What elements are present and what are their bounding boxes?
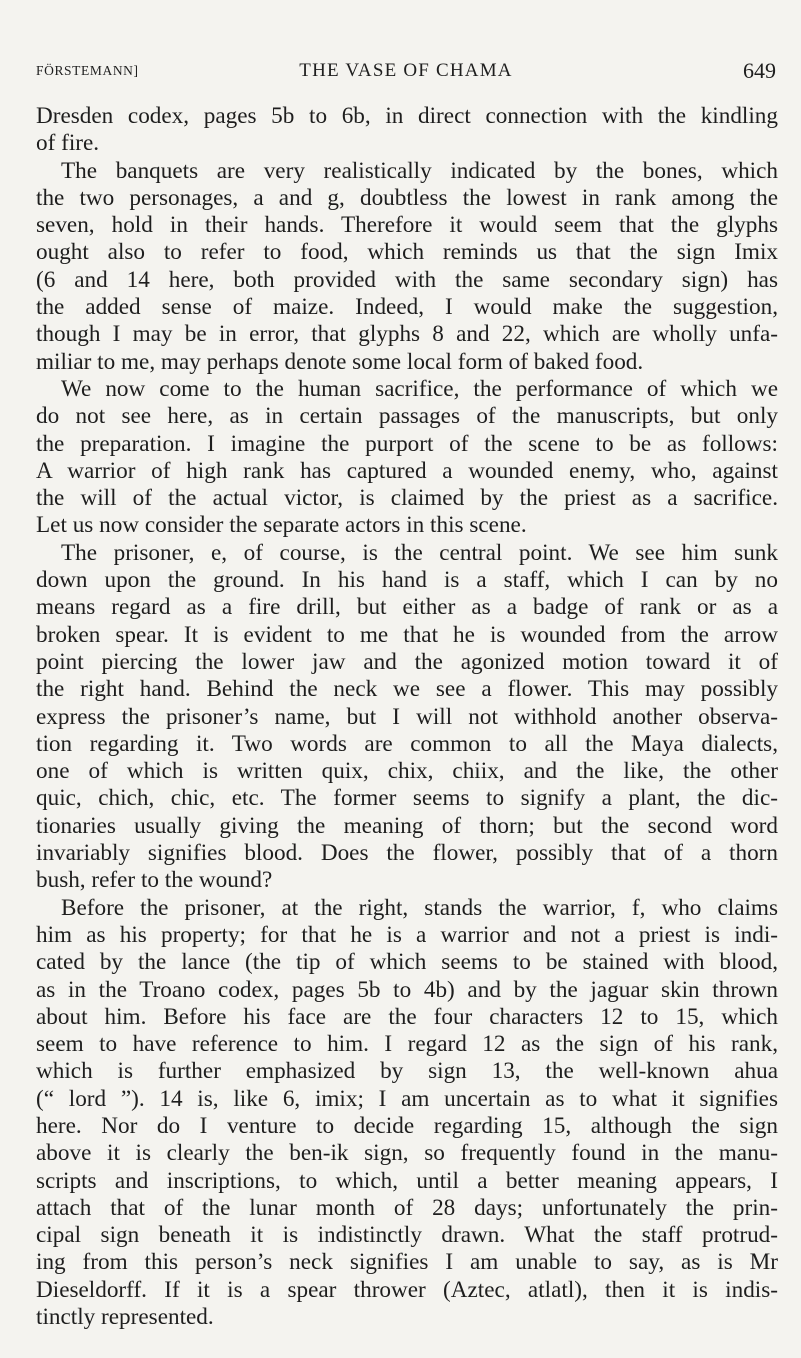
text-line: The prisoner, e, of course, is the central point. We see him sunk <box>61 539 778 566</box>
text-line: down upon the ground. In his hand is a staff, which I can by no <box>36 567 778 594</box>
text-line: (6 and 14 here, both provided with the same secondary sign) has <box>36 266 778 293</box>
running-head <box>36 58 776 84</box>
text-line: the will of the actual victor, is claimed by the priest as a sacrifice. <box>36 485 778 512</box>
text-line: of fire. <box>36 130 100 157</box>
text-line: means regard as a fire drill, but either as a badge of rank or as a <box>36 594 778 621</box>
author-header: FÖRSTEMANN] <box>36 63 139 78</box>
text-line: bush, refer to the wound? <box>36 867 273 894</box>
text-line: the right hand. Behind the neck we see a flower. This may possibly <box>36 676 778 703</box>
chapter-title-header: THE VASE OF CHAMA <box>299 60 513 81</box>
text-line: the preparation. I imagine the purport of the scene to be as follows: <box>36 430 778 457</box>
text-line: scripts and inscriptions, to which, until a better meaning appears, I <box>36 1167 778 1194</box>
text-line: invariably signifies blood. Does the flower, possibly that of a thorn <box>36 840 778 867</box>
text-line: here. Nor do I venture to decide regarding 15, although the sign <box>36 1112 778 1139</box>
text-line: cated by the lance (the tip of which seems to be stained with blood, <box>36 949 778 976</box>
text-line: express the prisoner’s name, but I will not withhold another observa- <box>36 703 778 730</box>
text-line: the two personages, a and g, doubtless the lowest in rank among the <box>36 184 778 211</box>
text-line: miliar to me, may perhaps denote some local form of baked food. <box>36 348 644 375</box>
text-line: which is further emphasized by sign 13, the well-known ahua <box>36 1058 778 1085</box>
text-line: ing from this person’s neck signifies I am unable to say, as is Mr <box>36 1249 778 1276</box>
text-line: the added sense of maize. Indeed, I would make the suggestion, <box>36 294 778 321</box>
text-line: tinctly represented. <box>36 1304 214 1331</box>
text-line: Let us now consider the separate actors in this scene. <box>36 512 527 539</box>
text-line: Dieseldorff. If it is a spear thrower (Aztec, atlatl), then it is indis- <box>36 1276 778 1303</box>
text-line: tion regarding it. Two words are common to all the Maya dialects, <box>36 730 778 757</box>
text-line: cipal sign beneath it is indistinctly drawn. What the staff protrud- <box>36 1222 778 1249</box>
text-line: above it is clearly the ben-ik sign, so frequently found in the manu- <box>36 1140 778 1167</box>
text-line: him as his property; for that he is a warrior and not a priest is indi- <box>36 921 778 948</box>
text-line: (“ lord ”). 14 is, like 6, imix; I am uncertain as to what it signifies <box>36 1085 778 1112</box>
text-line: tionaries usually giving the meaning of thorn; but the second word <box>36 812 778 839</box>
page-number: 649 <box>743 58 776 83</box>
text-line: We now come to the human sacrifice, the performance of which we <box>61 375 778 402</box>
text-line: seven, hold in their hands. Therefore it would seem that the glyphs <box>36 212 778 239</box>
text-line: The banquets are very realistically indicated by the bones, which <box>61 157 778 184</box>
text-line: attach that of the lunar month of 28 days; unfortunately the prin- <box>36 1194 778 1221</box>
text-line: do not see here, as in certain passages of the manuscripts, but only <box>36 403 778 430</box>
text-line: A warrior of high rank has captured a wounded enemy, who, against <box>36 457 778 484</box>
text-line: as in the Troano codex, pages 5b to 4b) and by the jaguar skin thrown <box>36 976 778 1003</box>
text-line: seem to have reference to him. I regard 12 as the sign of his rank, <box>36 1031 778 1058</box>
text-line: broken spear. It is evident to me that he is wounded from the arrow <box>36 621 778 648</box>
text-line: Dresden codex, pages 5b to 6b, in direct connection with the kindling <box>36 103 778 129</box>
text-line: quic, chich, chic, etc. The former seems to signify a plant, the dic- <box>36 785 778 812</box>
text-line: point piercing the lower jaw and the agonized motion toward it of <box>36 648 778 675</box>
text-line: though I may be in error, that glyphs 8 and 22, which are wholly unfa- <box>36 321 778 348</box>
text-line: one of which is written quix, chix, chiix, and the like, the other <box>36 758 778 785</box>
text-line: Before the prisoner, at the right, stands the warrior, f, who claims <box>61 894 778 921</box>
text-line: about him. Before his face are the four characters 12 to 15, which <box>36 1003 778 1030</box>
body-text <box>36 103 778 1331</box>
text-line: ought also to refer to food, which reminds us that the sign Imix <box>36 239 778 266</box>
